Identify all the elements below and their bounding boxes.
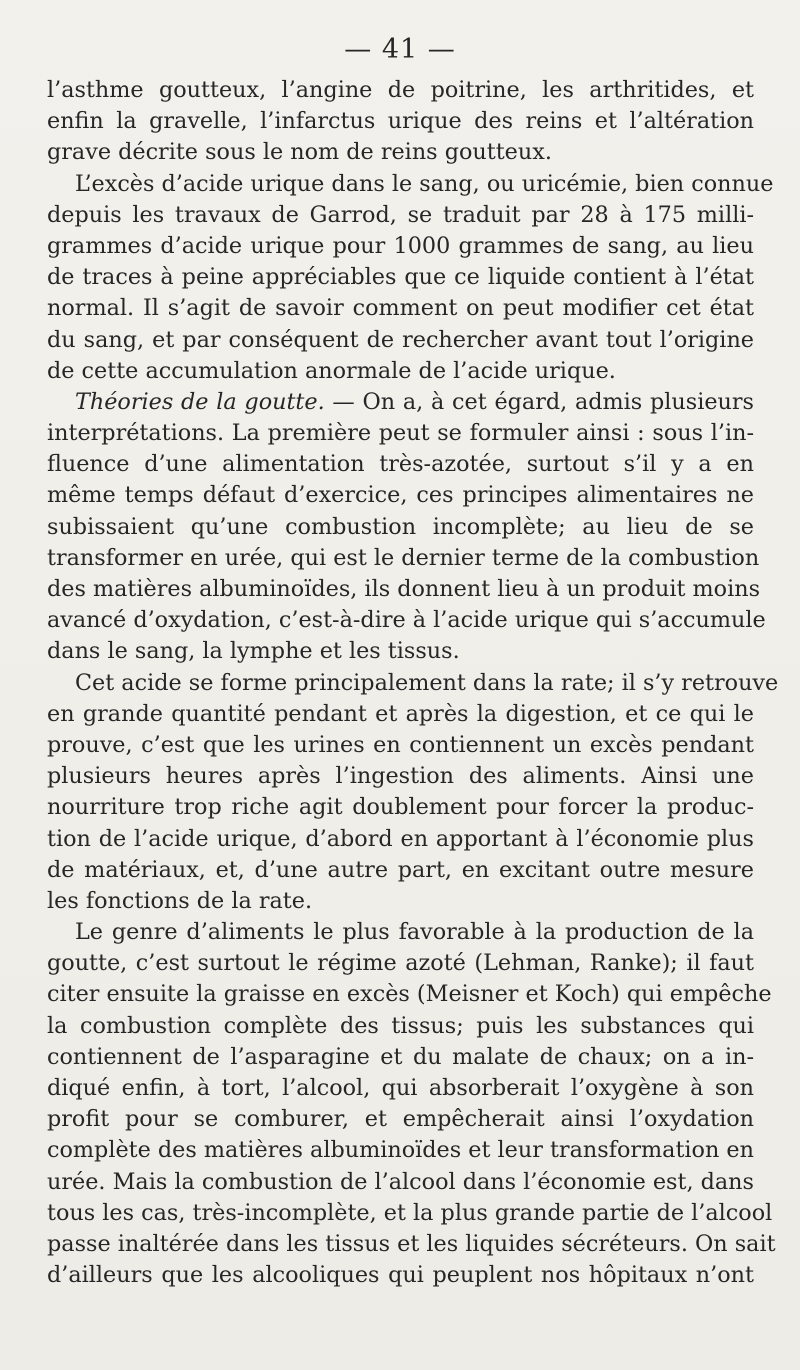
page-number: — 41 — [344, 34, 456, 65]
text-line: l’asthme goutteux, l’angine de poitrine, les arthritides, et [47, 77, 754, 103]
text-line: dans le sang, la lymphe et les tissus. [47, 638, 460, 665]
paragraph-start-line: Cet acide se forme principalement dans la rate; il s’y retrouve [75, 669, 779, 696]
text-line: nourriture trop riche agit doublement pour forcer la produc- [47, 794, 754, 821]
text-line: goutte, c’est surtout le régime azoté (Lehman, Ranke); il faut [47, 950, 754, 977]
text-line: même temps défaut d’exercice, ces principes alimentaires ne [47, 482, 754, 509]
text-line: d’ailleurs que les alcooliques qui peuplent nos hôpitaux n’ont [47, 1262, 754, 1289]
text-line: citer ensuite la graisse en excès (Meisner et Koch) qui empêche [47, 981, 772, 1008]
text-line: prouve, c’est que les urines en contiennent un excès pendant [47, 731, 754, 758]
paragraph-start-line: L’excès d’acide urique dans le sang, ou uricémie, bien connue [75, 170, 774, 197]
text-line: urée. Mais la combustion de l’alcool dans l’économie est, dans [47, 1168, 754, 1195]
heading-continuation: — On a, à cet égard, admis plusieurs [324, 388, 754, 415]
text-line: normal. Il s’agit de savoir comment on peut modifier cet état [47, 295, 754, 322]
text-line: les fonctions de la rate. [47, 887, 313, 914]
text-line: en grande quantité pendant et après la digestion, et ce qui le [47, 700, 754, 727]
text-line: grammes d’acide urique pour 1000 grammes de sang, au lieu [47, 232, 754, 259]
text-line: interprétations. La première peut se formuler ainsi : sous l’in- [47, 420, 754, 447]
section-heading: Théories de la goutte. [75, 388, 325, 415]
text-line: de cette accumulation anormale de l’acide urique. [47, 357, 616, 384]
text-line: plusieurs heures après l’ingestion des aliments. Ainsi une [47, 763, 754, 790]
text-line: profit pour se comburer, et empêcherait ainsi l’oxydation [47, 1106, 754, 1133]
paragraph-start-line: Le genre d’aliments le plus favorable à la production de la [75, 919, 754, 946]
text-line: de matériaux, et, d’une autre part, en excitant outre mesure [47, 856, 754, 883]
text-line: passe inaltérée dans les tissus et les liquides sécréteurs. On sait [47, 1230, 776, 1257]
page-text-block [47, 75, 779, 1291]
text-line: du sang, et par conséquent de rechercher avant tout l’origine [47, 326, 754, 353]
text-line: complète des matières albuminoïdes et leur transformation en [47, 1137, 754, 1164]
text-line: transformer en urée, qui est le dernier terme de la combustion [47, 544, 760, 571]
text-line: de traces à peine appréciables que ce liquide contient à l’état [47, 264, 754, 291]
text-line: fluence d’une alimentation très-azotée, surtout s’il y a en [47, 451, 754, 478]
text-line: la combustion complète des tissus; puis les substances qui [47, 1012, 754, 1039]
text-line: depuis les travaux de Garrod, se traduit par 28 à 175 milli- [47, 201, 754, 228]
text-line: tion de l’acide urique, d’abord en apportant à l’économie plus [47, 825, 754, 852]
text-line: grave décrite sous le nom de reins goutteux. [47, 139, 552, 166]
text-line: des matières albuminoïdes, ils donnent lieu à un produit moins [47, 576, 761, 602]
text-line: tous les cas, très-incomplète, et la plus grande partie de l’alcool [47, 1199, 773, 1226]
text-line: diqué enfin, à tort, l’alcool, qui absorberait l’oxygène à son [47, 1075, 754, 1101]
text-line: subissaient qu’une combustion incomplète; au lieu de se [47, 513, 754, 540]
text-line: contiennent de l’asparagine et du malate de chaux; on a in- [47, 1043, 754, 1070]
text-line: avancé d’oxydation, c’est-à-dire à l’acide urique qui s’accumule [47, 607, 766, 634]
section-heading-line [47, 387, 754, 418]
text-line: enfin la gravelle, l’infarctus urique des reins et l’altération [47, 108, 754, 135]
